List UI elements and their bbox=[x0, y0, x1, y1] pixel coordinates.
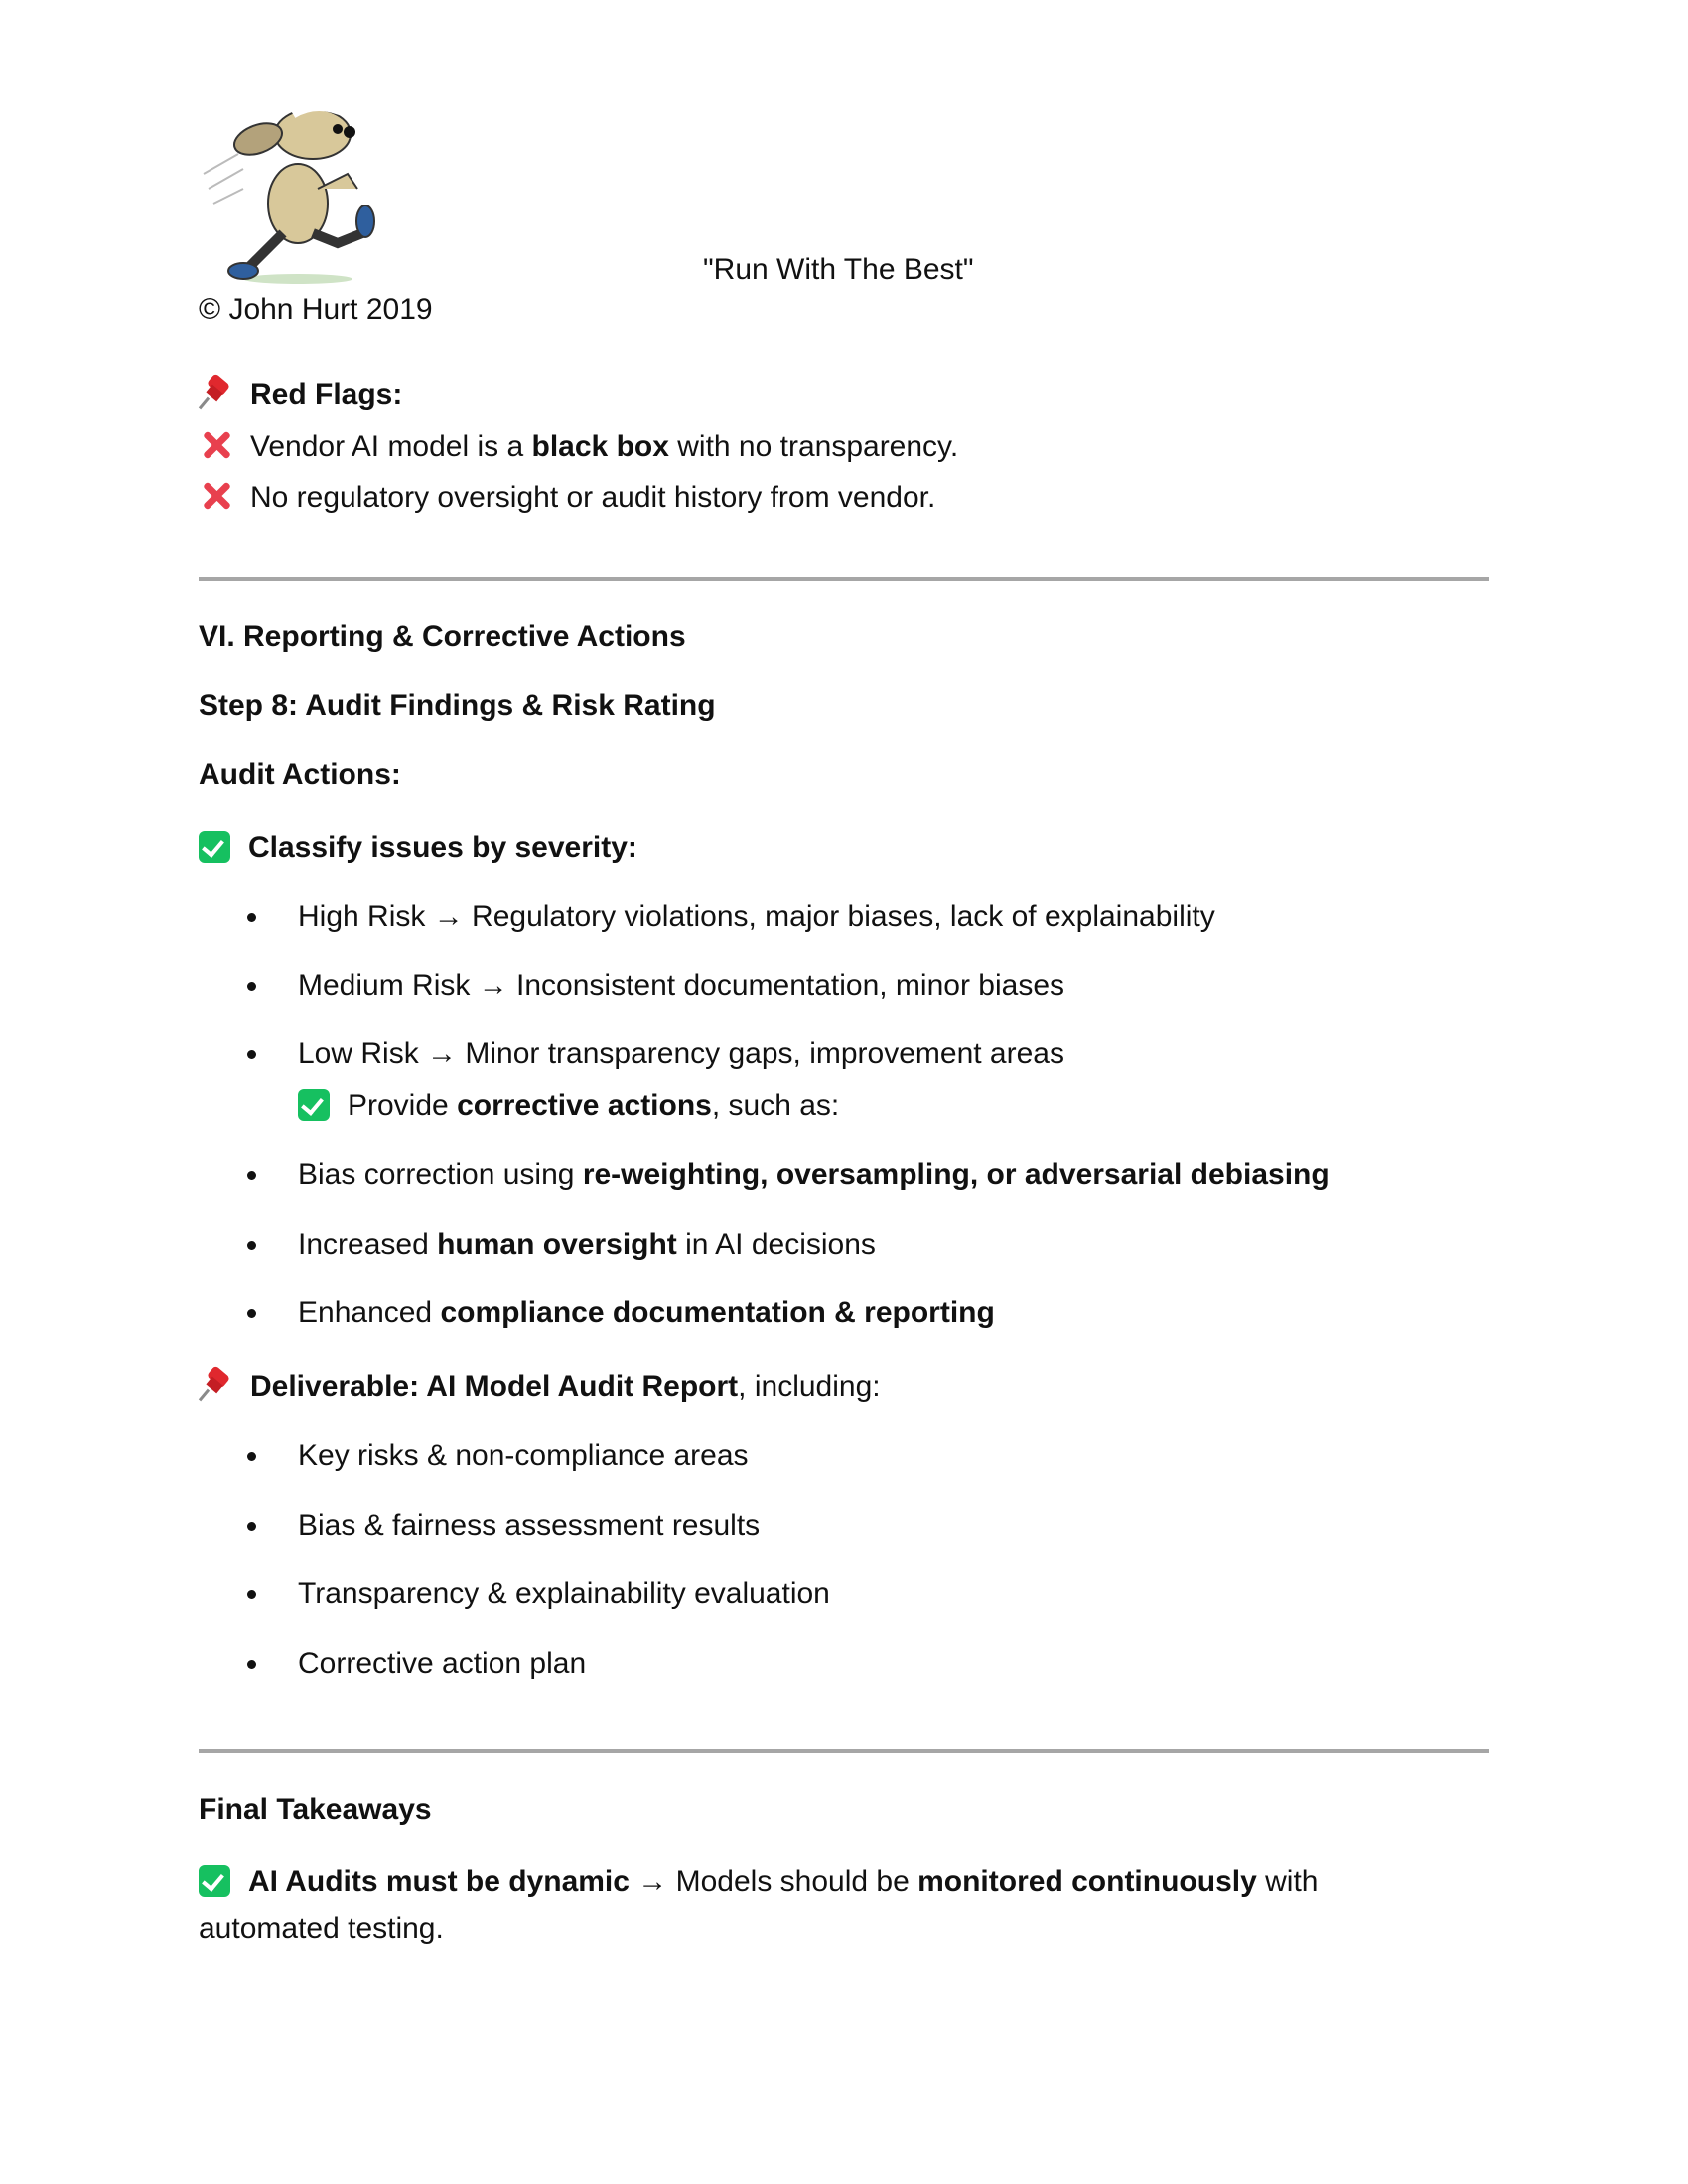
pushpin-icon bbox=[199, 376, 232, 410]
check-mark-icon bbox=[199, 1865, 230, 1897]
tagline: "Run With The Best" bbox=[703, 253, 974, 286]
audit-actions-heading: Audit Actions: bbox=[199, 758, 401, 791]
divider bbox=[199, 577, 1489, 581]
classify-heading: Classify issues by severity: bbox=[199, 828, 637, 868]
takeaway-item: AI Audits must be dynamic → Models should be monitored continuously with bbox=[199, 1862, 1318, 1902]
check-mark-icon bbox=[199, 831, 230, 863]
divider bbox=[199, 1749, 1489, 1753]
copyright-notice: © John Hurt 2019 bbox=[199, 293, 433, 326]
cross-mark-icon bbox=[199, 479, 232, 513]
red-flag-item: Vendor AI model is a black box with no transparency. bbox=[199, 427, 958, 467]
running-dog-logo bbox=[199, 94, 382, 288]
step-heading: Step 8: Audit Findings & Risk Rating bbox=[199, 689, 716, 722]
cross-mark-icon bbox=[199, 428, 232, 462]
deliverable-heading: Deliverable: AI Model Audit Report, including: bbox=[199, 1367, 881, 1407]
red-flags-heading: Red Flags: bbox=[199, 375, 402, 415]
provide-corrective-line: Provide corrective actions, such as: bbox=[298, 1086, 839, 1126]
final-takeaways-heading: Final Takeaways bbox=[199, 1793, 432, 1826]
section-title: VI. Reporting & Corrective Actions bbox=[199, 620, 686, 653]
check-mark-icon bbox=[298, 1089, 330, 1121]
red-flag-item: No regulatory oversight or audit history from vendor. bbox=[199, 478, 935, 518]
takeaway-continuation: automated testing. bbox=[199, 1912, 444, 1945]
pushpin-icon bbox=[199, 1368, 232, 1402]
